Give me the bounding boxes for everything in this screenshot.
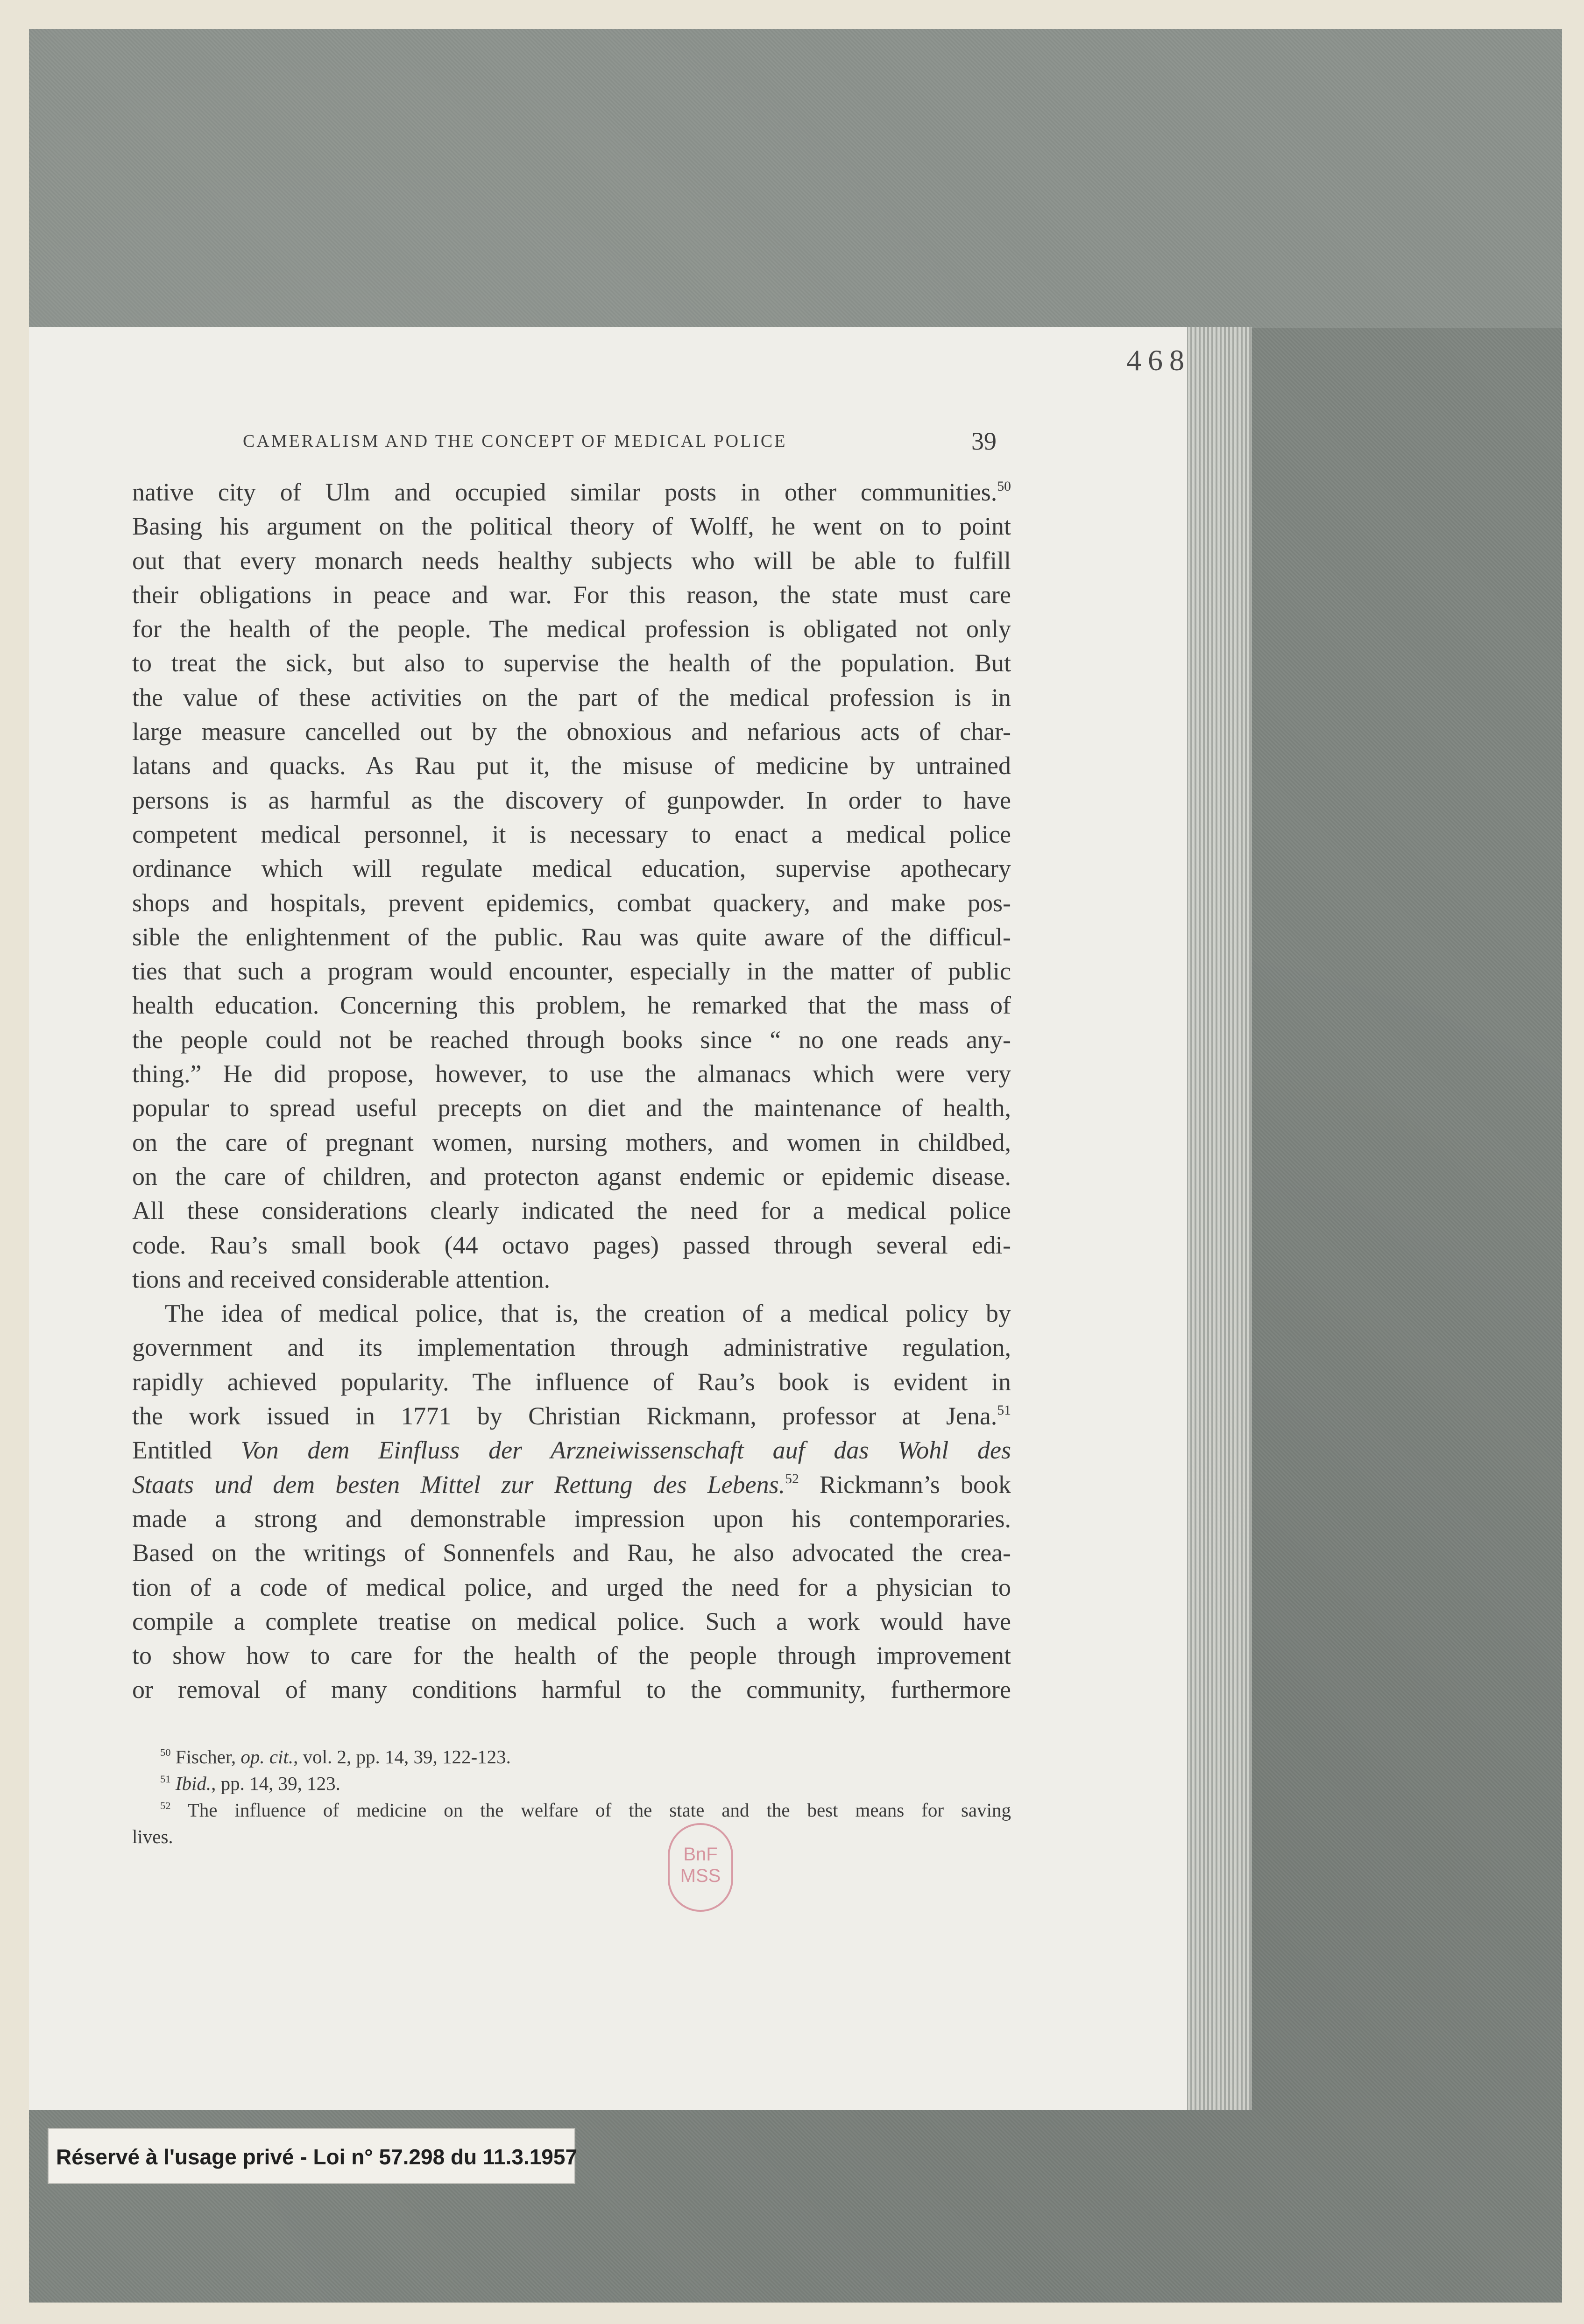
body-line: health education. Concerning this problem, he remarked that the mass of (132, 991, 1011, 1020)
body-line: for the health of the people. The medical profession is obligated not only (132, 615, 1011, 643)
body-line: shops and hospitals, prevent epidemics, combat quackery, and make pos- (132, 888, 1011, 917)
footnotes (132, 1744, 1011, 1850)
body-line: ties that such a program would encounter, especially in the matter of public (132, 957, 1011, 986)
running-head (131, 427, 1018, 455)
footnote-51: $^{51}$ Ibid., pp. 14, 39, 123. (160, 1773, 340, 1794)
body-line: The idea of medical police, that is, the creation of a medical policy by (165, 1299, 1011, 1328)
body-line: to show how to care for the health of the people through improvement (132, 1641, 1011, 1670)
body-line: tion of a code of medical police, and urged the need for a physician to (132, 1573, 1011, 1601)
body-line: out that every monarch needs healthy subjects who will be able to fulfill (132, 546, 1011, 575)
footnote-50: $^{50}$ Fischer, op. cit., vol. 2, pp. 14, 39, 122-123. (160, 1746, 511, 1768)
body-line: latans and quacks. As Rau put it, the misuse of medicine by untrained (132, 752, 1011, 780)
library-stamp: BnF MSS (668, 1823, 733, 1912)
body-line: to treat the sick, but also to supervise the health of the population. But (132, 649, 1011, 677)
book-title-italic-cont: Staats und dem besten Mittel zur Rettung des Lebens. (132, 1470, 785, 1499)
body-line: the work issued in 1771 by Christian Rickmann, professor at Jena.$^{51}$ (132, 1402, 1011, 1430)
body-line: Based on the writings of Sonnenfels and Rau, he also advocated the crea- (132, 1539, 1011, 1567)
book-title-italic: Von dem Einfluss der Arzneiwissenschaft auf das Wohl des (240, 1436, 1011, 1465)
body-line: large measure cancelled out by the obnoxious and nefarious acts of char- (132, 718, 1011, 746)
body-line: government and its implementation through administrative regulation, (132, 1333, 1011, 1362)
body-line: the people could not be reached through books since “ no one reads any- (132, 1025, 1011, 1054)
body-line: competent medical personnel, it is necessary to enact a medical police (132, 820, 1011, 848)
body-line: code. Rau’s small book (44 octavo pages) passed through several edi- (132, 1231, 1011, 1259)
footnote-ref-51: 51 (997, 1403, 1011, 1418)
body-line: made a strong and demonstrable impression upon his contemporaries. (132, 1504, 1011, 1533)
running-head-title: CAMERALISM AND THE CONCEPT OF MEDICAL POLICE (243, 431, 787, 451)
body-line: Entitled Von dem Einfluss der Arzneiwissenschaft auf das Wohl des (132, 1436, 1011, 1465)
body-line: compile a complete treatise on medical police. Such a work would have (132, 1607, 1011, 1635)
usage-notice-label: Réservé à l'usage privé - Loi n° 57.298 du 11.3.1957 (48, 2128, 575, 2184)
body-line: persons is as harmful as the discovery of gunpowder. In order to have (132, 786, 1011, 814)
body-line: Staats und dem besten Mittel zur Rettung des Lebens.$^{52}$ Rickmann’s book (132, 1470, 1011, 1499)
body-line: rapidly achieved popularity. The influence of Rau’s book is evident in (132, 1367, 1011, 1396)
page-edge-shadow (1186, 327, 1252, 2110)
body-line: on the care of children, and protecton aganst endemic or epidemic disease. (132, 1162, 1011, 1190)
body-line: ordinance which will regulate medical education, supervise apothecary (132, 854, 1011, 883)
footnote-ref-52: 52 (785, 1471, 799, 1486)
body-line: or removal of many conditions harmful to the community, furthermore (132, 1676, 1011, 1704)
footnote-ref-50: 50 (997, 479, 1011, 494)
footnote-52: $^{52}$ The influence of medicine on the welfare of the state and the best means for saving (160, 1799, 1011, 1821)
footnote-52-continued: lives. (132, 1826, 173, 1847)
body-line: their obligations in peace and war. For this reason, the state must care (132, 580, 1011, 609)
body-line: sible the enlightenment of the public. Rau was quite aware of the difficul- (132, 923, 1011, 951)
body-line: native city of Ulm and occupied similar posts in other communities.$^{50}$ (132, 478, 1011, 506)
body-line: on the care of pregnant women, nursing mothers, and women in childbed, (132, 1128, 1011, 1156)
scan-background-highlight (29, 29, 1562, 328)
folio-number: 468 (1126, 344, 1191, 377)
body-line: All these considerations clearly indicated the need for a medical police (132, 1197, 1011, 1225)
page-number: 39 (971, 427, 997, 455)
body-line: Basing his argument on the political theory of Wolff, he went on to point (132, 512, 1011, 541)
body-text (132, 475, 1011, 1707)
body-line: thing.” He did propose, however, to use the almanacs which were very (132, 1060, 1011, 1088)
body-line: the value of these activities on the part of the medical profession is in (132, 683, 1011, 711)
body-line: popular to spread useful precepts on diet and the maintenance of health, (132, 1094, 1011, 1122)
body-line: tions and received considerable attention. (132, 1265, 551, 1293)
